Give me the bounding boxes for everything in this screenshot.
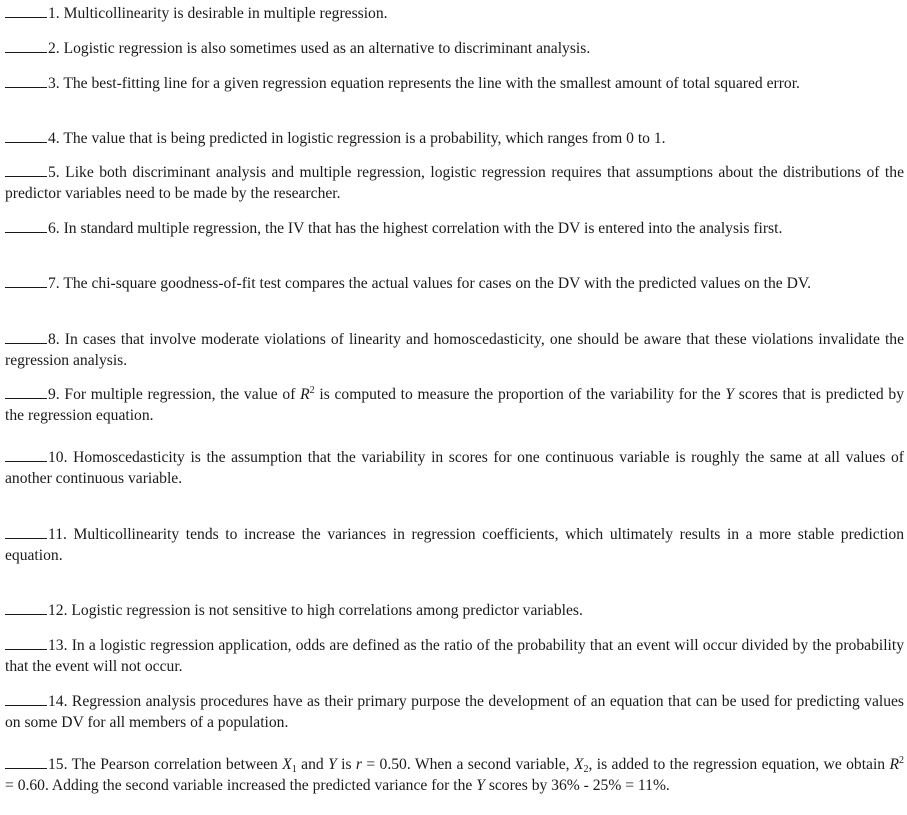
question-13 [5, 634, 904, 677]
math-variable: X [573, 756, 584, 773]
question-text-part: The Pearson correlation between [71, 756, 283, 773]
answer-blank[interactable] [5, 446, 47, 462]
answer-blank[interactable] [5, 127, 47, 143]
question-number: 7. [48, 275, 60, 292]
math-subscript: 2 [583, 764, 589, 775]
math-variable: Y [476, 777, 485, 794]
question-text: In cases that involve moderate violations of linearity and homoscedasticity, one should be aware that these violations invalidate the regression analysis. [5, 331, 904, 369]
question-number: 11. [48, 526, 67, 543]
question-text: Like both discriminant analysis and multiple regression, logistic regression requires that assumptions about the distributions of the predictor variables need to be made by the researcher. [5, 164, 904, 202]
question-text: Homoscedasticity is the assumption that the variability in scores for one continuous variable is roughly the same at all values of another continuous variable. [5, 449, 904, 487]
question-text: Logistic regression is not sensitive to high correlations among predictor variables. [71, 602, 583, 619]
question-text-part: For multiple regression, the value of [64, 386, 301, 403]
question-text-part: is computed to measure the proportion of the variability for the [314, 386, 726, 403]
question-text-part: scores that is predicted by the regression equation. [5, 386, 905, 424]
math-variable: Y [328, 756, 337, 773]
question-14 [5, 690, 904, 733]
question-number: 8. [48, 331, 60, 348]
math-variable: R [889, 756, 900, 773]
question-9 [5, 383, 904, 426]
answer-blank[interactable] [5, 72, 47, 88]
question-number: 14. [48, 693, 68, 710]
math-variable: r [355, 756, 362, 773]
question-text-part: scores by 36% - 25% = 11%. [484, 777, 670, 794]
question-text: In a logistic regression application, odds are defined as the ratio of the probability that an event will occur divided by the probability that the event will not occur. [5, 637, 904, 675]
question-text-part: and [296, 756, 329, 773]
question-number: 13. [48, 637, 68, 654]
question-text: The best-fitting line for a given regression equation represents the line with the smallest amount of total squared error. [63, 75, 800, 92]
question-5 [5, 161, 904, 204]
question-text: The value that is being predicted in logistic regression is a probability, which ranges from 0 to 1. [63, 130, 666, 147]
answer-blank[interactable] [5, 634, 47, 650]
question-number: 12. [48, 602, 68, 619]
question-3 [5, 72, 904, 94]
question-text: Multicollinearity is desirable in multiple regression. [63, 5, 388, 22]
question-text-part: , is added to the regression equation, we obtain [588, 756, 890, 773]
answer-blank[interactable] [5, 37, 47, 53]
answer-blank[interactable] [5, 161, 47, 177]
question-text: Multicollinearity tends to increase the variances in regression coefficients, which ultimately results in a more stable prediction equation. [5, 526, 904, 564]
question-number: 15. [48, 756, 68, 773]
question-number: 6. [48, 220, 60, 237]
question-8 [5, 328, 904, 371]
question-text: The chi-square goodness-of-fit test compares the actual values for cases on the DV with the predicted values on the DV. [63, 275, 812, 292]
question-11 [5, 523, 904, 566]
question-text-part: = 0.50. When a second variable, [362, 756, 574, 773]
question-number: 10. [48, 449, 68, 466]
math-exponent: 2 [309, 385, 315, 396]
math-variable: R [300, 386, 310, 403]
answer-blank[interactable] [5, 383, 47, 399]
question-number: 5. [48, 164, 60, 181]
question-number: 1. [48, 5, 60, 22]
question-number: 3. [48, 75, 60, 92]
answer-blank[interactable] [5, 753, 47, 769]
answer-blank[interactable] [5, 599, 47, 615]
answer-blank[interactable] [5, 272, 47, 288]
question-6 [5, 217, 904, 239]
question-text: Logistic regression is also sometimes used as an alternative to discriminant analysis. [63, 40, 591, 57]
answer-blank[interactable] [5, 523, 47, 539]
question-4 [5, 127, 904, 149]
question-text: Regression analysis procedures have as their primary purpose the development of an equation that can be used for predicting values on some DV for all members of a population. [5, 693, 904, 731]
math-variable: X [282, 756, 292, 773]
question-12 [5, 599, 904, 621]
math-exponent: 2 [899, 755, 905, 766]
question-10 [5, 446, 904, 489]
answer-blank[interactable] [5, 328, 47, 344]
question-7 [5, 272, 904, 294]
math-subscript: 1 [291, 764, 297, 775]
question-15 [5, 753, 904, 796]
answer-blank[interactable] [5, 217, 47, 233]
question-1 [5, 2, 904, 24]
question-text-part: is [336, 756, 356, 773]
question-text: In standard multiple regression, the IV that has the highest correlation with the DV is entered into the analysis first. [63, 220, 783, 237]
math-variable: Y [725, 386, 735, 403]
question-number: 4. [48, 130, 60, 147]
question-number: 2. [48, 40, 60, 57]
answer-blank[interactable] [5, 2, 47, 18]
question-number: 9. [48, 386, 60, 403]
question-2 [5, 37, 904, 59]
question-text-part: = 0.60. Adding the second variable increased the predicted variance for the [5, 777, 477, 794]
answer-blank[interactable] [5, 690, 47, 706]
